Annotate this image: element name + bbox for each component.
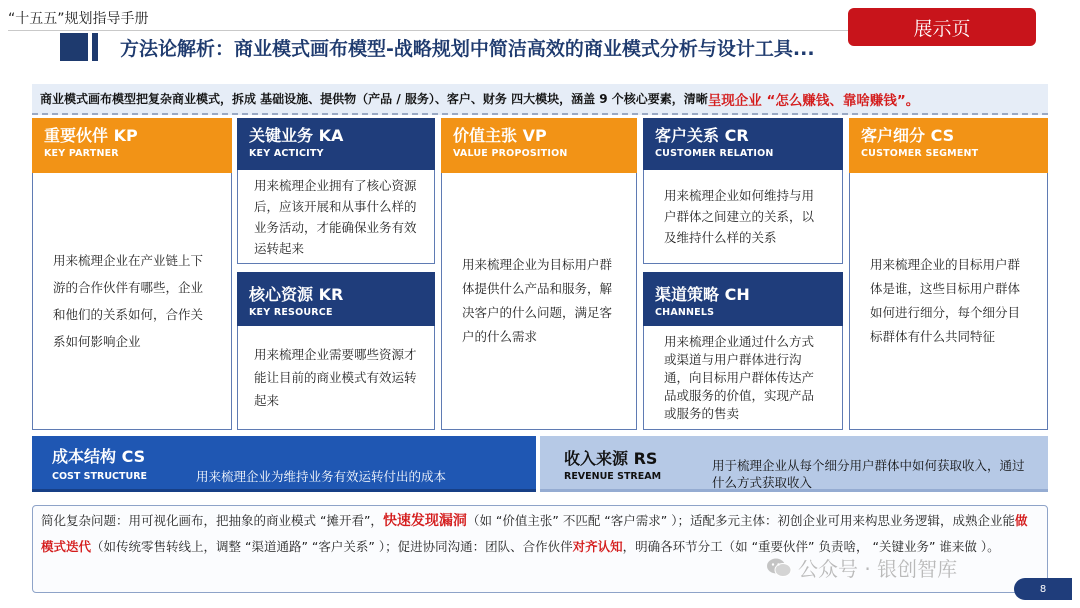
key-activity-desc: 用来梳理企业拥有了核心资源后，应该开展和从事什么样的业务活动，才能确保业务有效运转起来: [254, 177, 417, 256]
key-activity-title: 关键业务 KA: [249, 126, 344, 145]
summary-highlight-3: 对齐认知: [572, 539, 623, 554]
customer-segment-subtitle: CUSTOMER SEGMENT: [861, 148, 979, 159]
summary-text-2: （如 “价值主张” 不匹配 “客户需求” ）；适配多元主体：初创企业可用来构思业务逻辑，成熟企业能: [466, 513, 1015, 528]
key-activity-header: [237, 118, 435, 170]
wechat-icon: [766, 557, 792, 579]
summary-text-1: 简化复杂问题：用可视化画布，把抽象的商业模式 “摊开看”，: [41, 513, 383, 528]
key-resource-header: [237, 272, 435, 326]
channels-subtitle: CHANNELS: [655, 307, 715, 318]
customer-relation-body: [643, 170, 843, 264]
customer-segment-desc: 用来梳理企业的目标用户群体是谁，这些目标用户群体如何进行细分，每个细分目标群体有什么共同特征: [870, 257, 1021, 344]
block-customer-segment: [849, 118, 1048, 430]
block-customer-relation: [643, 118, 843, 264]
key-resource-body: [237, 326, 435, 430]
customer-relation-desc: 用来梳理企业如何维持与用户群体之间建立的关系，以及维持什么样的关系: [664, 188, 815, 245]
summary-highlight-2: 做模式迭代: [41, 513, 1028, 554]
handbook-label: “十五五”规划指导手册: [8, 11, 149, 27]
block-channels: [643, 272, 843, 430]
customer-segment-title: 客户细分 CS: [861, 126, 955, 145]
key-partner-title: 重要伙伴 KP: [44, 126, 138, 145]
revenue-stream-desc: 用于梳理企业从每个细分用户群体中如何获取收入，通过什么方式获取收入: [712, 458, 1025, 490]
intro-text: 商业模式画布模型把复杂商业模式，拆成 基础设施、提供物（产品 / 服务）、客户、财务 四大模块，涵盖 9 个核心要素，清晰: [40, 92, 708, 106]
value-proposition-body: [441, 173, 637, 430]
value-proposition-header: [441, 118, 637, 173]
key-partner-desc: 用来梳理企业在产业链上下游的合作伙伴有哪些，企业和他们的关系如何，合作关系如何影响企业: [53, 253, 204, 349]
value-proposition-desc: 用来梳理企业为目标用户群体提供什么产品和服务，解决客户的什么问题，满足客户的什么需求: [462, 257, 613, 344]
intro-banner: [32, 84, 1048, 115]
key-activity-subtitle: KEY ACTICITY: [249, 148, 324, 159]
customer-segment-header: [849, 118, 1048, 173]
channels-desc: 用来梳理企业通过什么方式或渠道与用户群体进行沟通，向目标用户群体传达产品或服务的价值，实现产品或服务的售卖: [664, 333, 815, 421]
value-proposition-title: 价值主张 VP: [453, 126, 547, 145]
customer-relation-title: 客户关系 CR: [655, 126, 749, 145]
channels-title: 渠道策略 CH: [655, 285, 750, 304]
watermark-text: 公众号 · 银创智库: [798, 557, 958, 581]
title-accent-block: [60, 33, 88, 61]
page-number: 8: [1014, 578, 1072, 600]
key-resource-subtitle: KEY RESOURCE: [249, 307, 333, 318]
customer-relation-subtitle: CUSTOMER RELATION: [655, 148, 774, 159]
block-value-proposition: [441, 118, 637, 430]
top-divider: [8, 30, 848, 31]
block-key-partner: [32, 118, 232, 430]
cost-structure-subtitle: COST STRUCTURE: [52, 471, 147, 482]
revenue-stream-title: 收入来源 RS: [564, 449, 658, 468]
key-resource-desc: 用来梳理企业需要哪些资源才能让目前的商业模式有效运转起来: [254, 347, 417, 408]
watermark: [766, 553, 957, 582]
key-resource-title: 核心资源 KR: [249, 285, 344, 304]
channels-header: [643, 272, 843, 326]
revenue-stream-bar: [540, 436, 1048, 492]
cost-structure-bar: [32, 436, 536, 492]
key-partner-body: [32, 173, 232, 430]
key-partner-header: [32, 118, 232, 173]
channels-body: [643, 326, 843, 430]
cost-structure-desc: 用来梳理企业为维持业务有效运转付出的成本: [196, 469, 447, 484]
key-activity-body: [237, 170, 435, 264]
value-proposition-subtitle: VALUE PROPOSITION: [453, 148, 568, 159]
title-accent-bar: [92, 33, 98, 61]
summary-text-4: ，明确各环节分工（如 “重要伙伴” 负责啥， “关键业务” 谁来做 ）。: [622, 539, 1000, 554]
customer-segment-body: [849, 173, 1048, 430]
display-page-badge: 展示页: [848, 8, 1036, 46]
block-key-resource: [237, 272, 435, 430]
intro-highlight: 呈现企业 “怎么赚钱、靠啥赚钱”。: [707, 92, 920, 109]
key-partner-subtitle: KEY PARTNER: [44, 148, 119, 159]
revenue-stream-subtitle: REVENUE STREAM: [564, 471, 662, 482]
summary-highlight-1: 快速发现漏洞: [382, 513, 467, 529]
cost-structure-title: 成本结构 CS: [52, 447, 146, 466]
customer-relation-header: [643, 118, 843, 170]
block-key-activity: [237, 118, 435, 264]
summary-text-3: （如传统零售转线上，调整 “渠道通路” “客户关系” ）；促进协同沟通：团队、合作伙伴: [91, 539, 573, 554]
page-title: 方法论解析：商业模式画布模型-战略规划中简洁高效的商业模式分析与设计工具...: [120, 38, 815, 60]
